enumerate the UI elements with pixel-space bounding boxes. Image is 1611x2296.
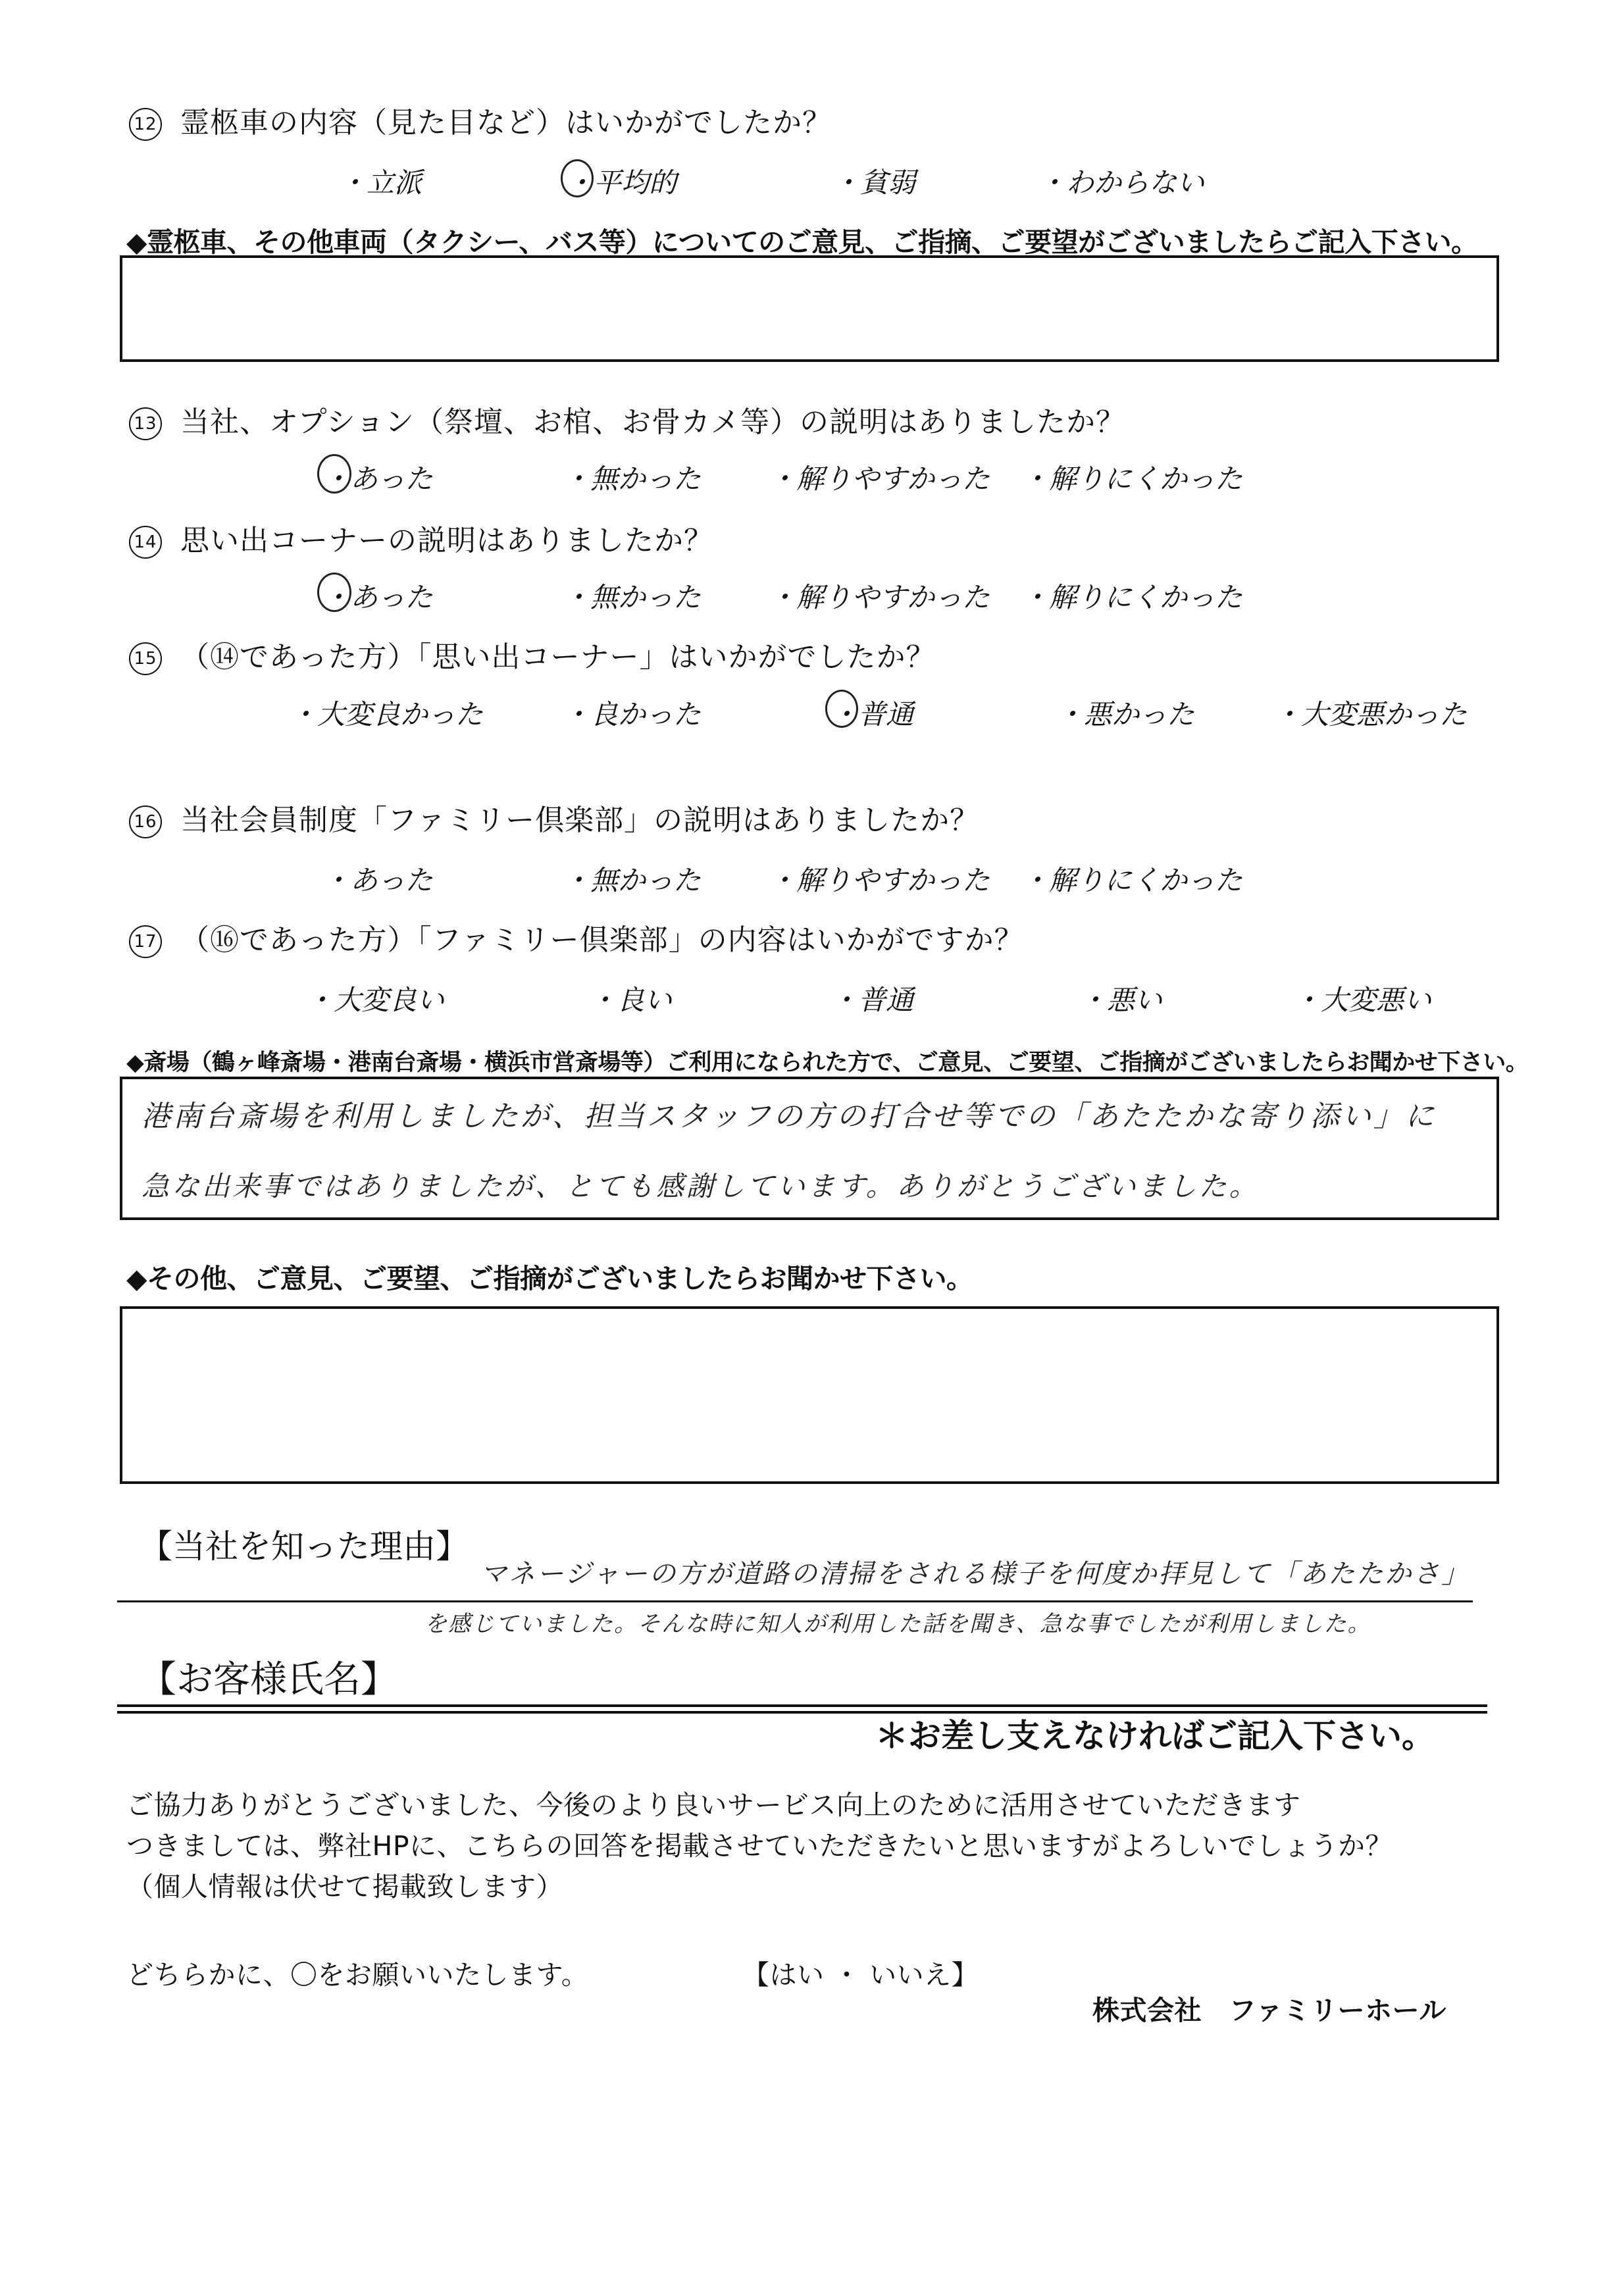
option-q12-2[interactable]: ・平均的: [566, 166, 677, 199]
option-q17-1[interactable]: ・大変良い: [306, 984, 445, 1016]
option-q15-3[interactable]: ・普通: [831, 698, 914, 730]
option-q16-3[interactable]: ・解りやすかった: [769, 864, 990, 896]
company-name: 株式会社 ファミリーホール: [1092, 1995, 1446, 2026]
question-number: 15: [129, 642, 162, 675]
crematorium-comment-instruction: ◆斎場（鶴ヶ峰斎場・港南台斎場・横浜市営斎場等）ご利用になられた方で、ご意見、ご要望、ご指摘がございましたらお聞かせ下さい。: [126, 1050, 1529, 1076]
selection-circle-q12: [561, 159, 594, 197]
question-14: [129, 517, 713, 559]
question-text: 当社、オプション（祭壇、お棺、お骨カメ等）の説明はありましたか？: [180, 405, 1126, 439]
option-q15-2[interactable]: ・良かった: [563, 698, 702, 730]
question-13: [129, 398, 1125, 440]
question-16: [129, 796, 979, 838]
customer-name-label: 【お客様氏名】: [140, 1658, 397, 1701]
question-text: （⑯であった方）「ファミリー倶楽部」の内容はいかがですか？: [180, 923, 1024, 957]
closing-line-2: つきましては、弊社HPに、こちらの回答を掲載させていただきたいと思いますがよろしいでしょうか？: [126, 1830, 1393, 1862]
closing-line-3: （個人情報は伏せて掲載致します）: [126, 1871, 563, 1902]
question-number: 16: [129, 805, 162, 838]
option-q12-1[interactable]: ・立派: [339, 166, 422, 199]
option-q13-3[interactable]: ・解りやすかった: [769, 463, 990, 495]
other-comment-box[interactable]: [120, 1306, 1499, 1484]
question-number: 17: [129, 925, 162, 958]
question-number: 13: [129, 407, 162, 440]
option-q13-1[interactable]: ・あった: [322, 463, 433, 495]
reason-underline: [117, 1600, 1473, 1602]
handwritten-reason-line-1: マネージャーの方が道路の清掃をされる様子を何度か拝見して「あたたかさ」: [480, 1559, 1470, 1589]
option-q13-4[interactable]: ・解りにくかった: [1021, 463, 1243, 495]
question-text: （⑭であった方）「思い出コーナー」はいかがでしたか？: [180, 640, 936, 674]
vehicle-comment-box[interactable]: [120, 255, 1499, 362]
option-q12-3[interactable]: ・貧弱: [832, 166, 916, 199]
handwritten-crematorium-line-2: 急な出来事ではありましたが、とても感謝しています。ありがとうございました。: [141, 1170, 1260, 1202]
option-q14-2[interactable]: ・無かった: [563, 581, 702, 613]
question-17: [129, 916, 1024, 958]
option-q17-5[interactable]: ・大変悪い: [1293, 984, 1432, 1016]
question-number: 14: [129, 526, 162, 559]
question-12: [129, 99, 832, 141]
yes-no-choice[interactable]: 【はい ・ いいえ】: [742, 1959, 979, 1991]
selection-circle-q13: [317, 454, 351, 494]
option-q15-4[interactable]: ・悪かった: [1056, 698, 1195, 730]
option-q17-2[interactable]: ・良い: [589, 984, 673, 1016]
option-q13-2[interactable]: ・無かった: [563, 463, 702, 495]
option-q17-3[interactable]: ・普通: [831, 984, 914, 1016]
reason-label: 【当社を知った理由】: [140, 1527, 469, 1566]
circle-request: どちらかに、〇をお願いいたします。: [126, 1959, 589, 1991]
question-text: 当社会員制度「ファミリー倶楽部」の説明はありましたか？: [180, 804, 980, 837]
selection-circle-q14: [317, 573, 351, 612]
option-q16-4[interactable]: ・解りにくかった: [1021, 864, 1243, 896]
option-q15-1[interactable]: ・大変良かった: [290, 698, 484, 730]
optional-note: ＊お差し支えなければご記入下さい。: [875, 1717, 1435, 1755]
option-q16-1[interactable]: ・あった: [322, 864, 433, 896]
option-q14-1[interactable]: ・あった: [322, 581, 433, 613]
handwritten-reason-line-2: を感じていました。そんな時に知人が利用した話を聞き、急な事でしたが利用しました。: [424, 1611, 1371, 1637]
selection-circle-q15: [825, 690, 858, 728]
question-number: 12: [129, 108, 162, 141]
option-q15-5[interactable]: ・大変悪かった: [1273, 698, 1468, 730]
closing-line-1: ご協力ありがとうございました、今後のより良いサービス向上のために活用させていただきます: [126, 1789, 1301, 1821]
question-text: 霊柩車の内容（見た目など）はいかがでしたか？: [180, 106, 832, 140]
option-q14-4[interactable]: ・解りにくかった: [1021, 581, 1243, 613]
other-comment-instruction: ◆その他、ご意見、ご要望、ご指摘がございましたらお聞かせ下さい。: [126, 1263, 973, 1294]
option-q16-2[interactable]: ・無かった: [563, 864, 702, 896]
question-15: [129, 633, 936, 675]
question-text: 思い出コーナーの説明はありましたか？: [180, 524, 713, 557]
option-q17-4[interactable]: ・悪い: [1079, 984, 1163, 1016]
handwritten-crematorium-line-1: 港南台斎場を利用しましたが、担当スタッフの方の打合せ等での「あたたかな寄り添い」に: [141, 1100, 1437, 1133]
option-q12-4[interactable]: ・わからない: [1038, 166, 1205, 199]
option-q14-3[interactable]: ・解りやすかった: [769, 581, 990, 613]
vehicle-comment-instruction: ◆霊柩車、その他車両（タクシー、バス等）についてのご意見、ご指摘、ご要望がございましたらご記入下さい。: [126, 226, 1478, 258]
name-rule-upper: [117, 1704, 1487, 1707]
